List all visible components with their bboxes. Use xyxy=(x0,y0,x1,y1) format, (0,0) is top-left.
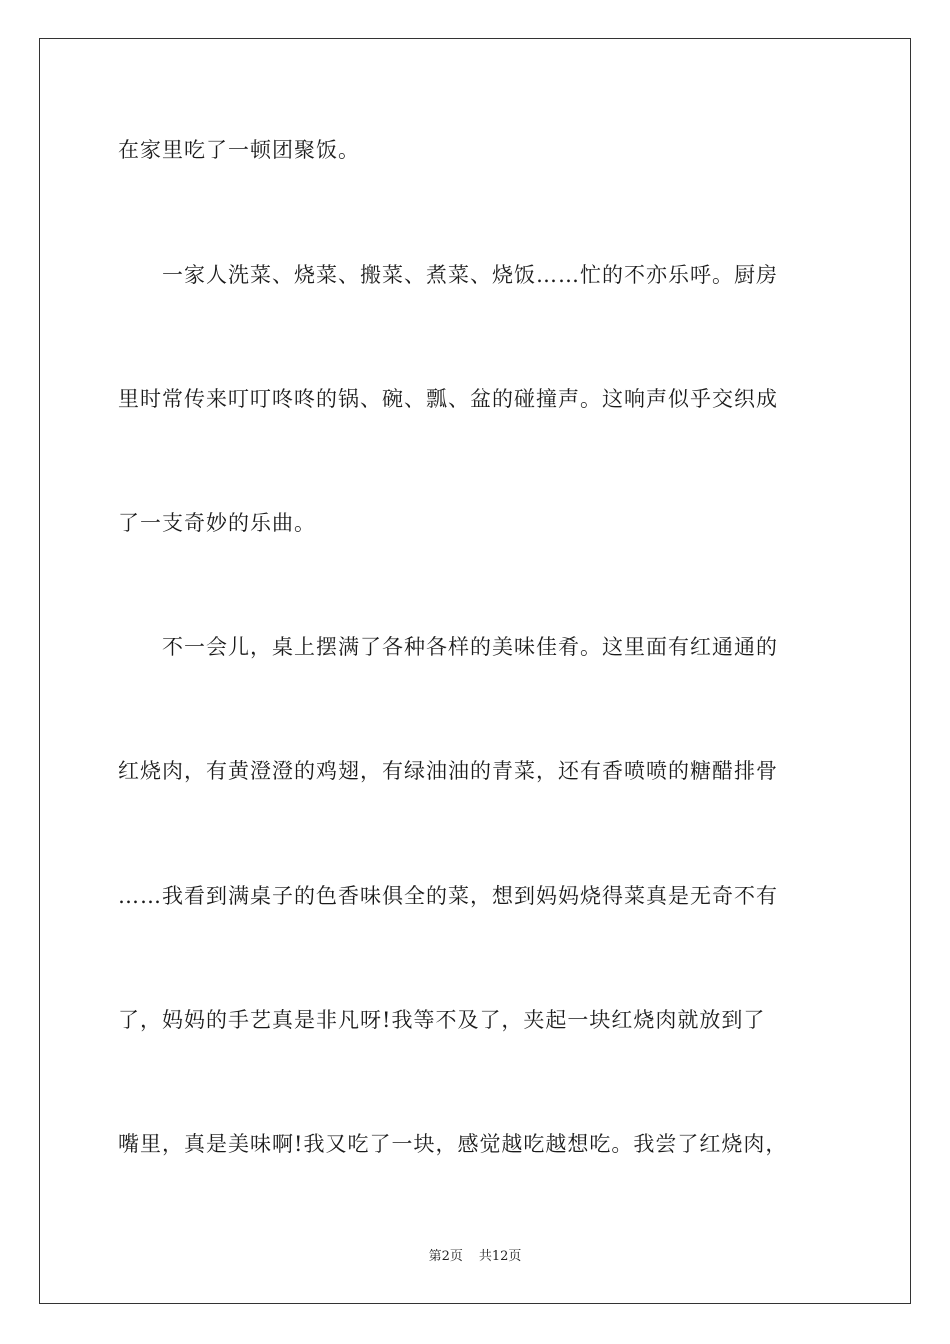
body-text-line: 不一会儿，桌上摆满了各种各样的美味佳肴。这里面有红通通的 xyxy=(118,635,778,659)
body-text-line: 红烧肉，有黄澄澄的鸡翅，有绿油油的青菜，还有香喷喷的糖醋排骨 xyxy=(118,759,778,783)
body-text-line: 了一支奇妙的乐曲。 xyxy=(118,511,316,535)
page-border xyxy=(39,38,911,1304)
body-text-line: 嘴里，真是美味啊!我又吃了一块，感觉越吃越想吃。我尝了红烧肉， xyxy=(118,1132,788,1156)
body-text-line: 一家人洗菜、烧菜、搬菜、煮菜、烧饭……忙的不亦乐呼。厨房 xyxy=(118,263,778,287)
body-text-line: 在家里吃了一顿团聚饭。 xyxy=(118,138,360,162)
page-number: 第2页 xyxy=(428,1249,463,1264)
total-pages: 共12页 xyxy=(478,1249,522,1264)
body-text-line: 里时常传来叮叮咚咚的锅、碗、瓢、盆的碰撞声。这响声似乎交织成 xyxy=(118,387,778,411)
body-text-line: ……我看到满桌子的色香味俱全的菜，想到妈妈烧得菜真是无奇不有 xyxy=(118,884,778,908)
page-footer xyxy=(0,1248,950,1266)
body-text-line: 了，妈妈的手艺真是非凡呀!我等不及了，夹起一块红烧肉就放到了 xyxy=(118,1008,766,1032)
